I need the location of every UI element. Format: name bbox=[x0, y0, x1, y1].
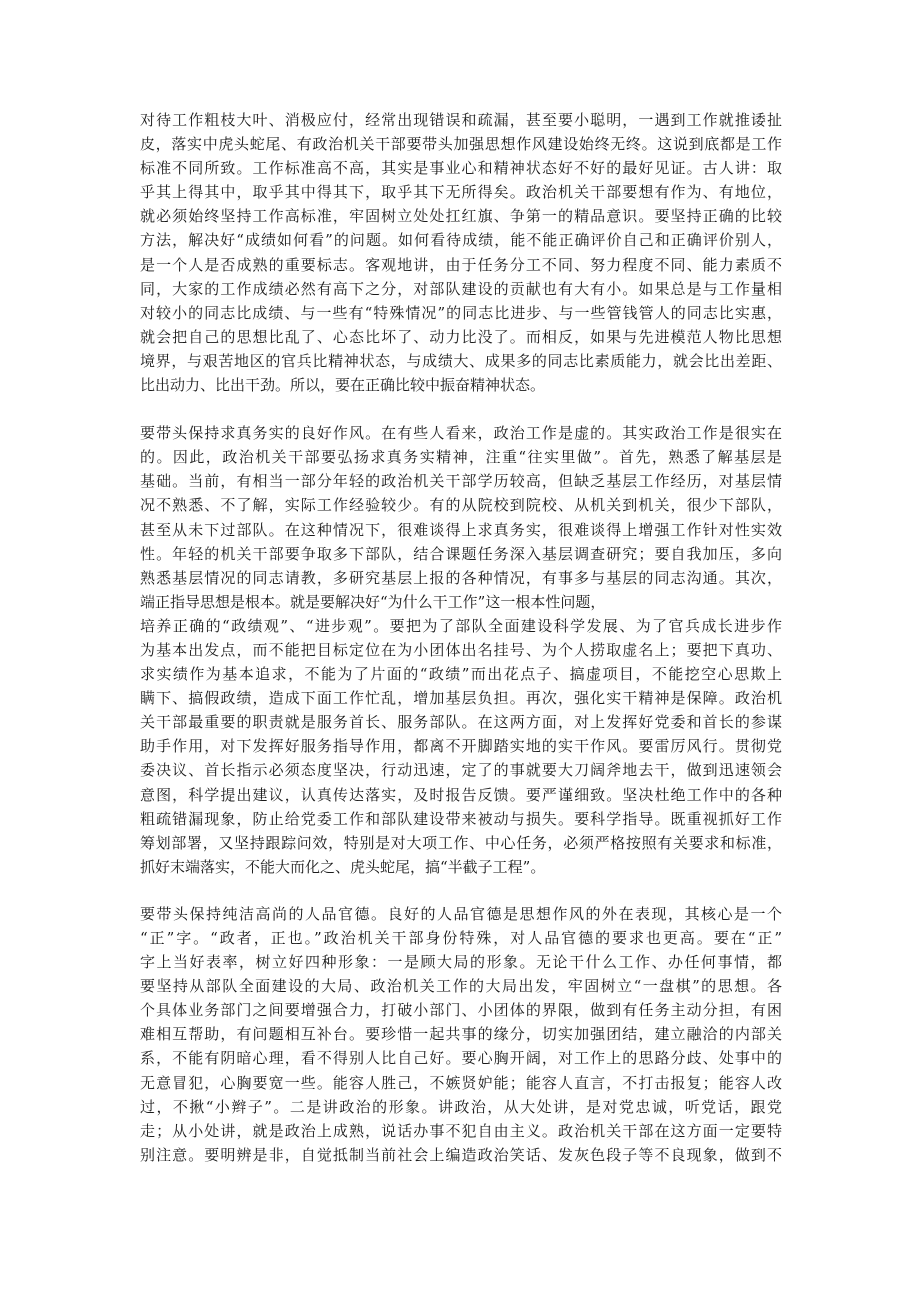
text-line: 委决议、首长指示必须态度坚决，行动迅速，定了的事就要大刀阔斧地去干，做到迅速领会 bbox=[140, 761, 782, 780]
text-line: 字上当好表率，树立好四种形象：一是顾大局的形象。无论干什么工作、办任何事情，都 bbox=[140, 953, 782, 972]
text-line: 乎其上得其中，取乎其中得其下，取乎其下无所得矣。政治机关干部要想有作为、有地位， bbox=[140, 183, 782, 202]
text-line: 就必须始终坚持工作高标准，牢固树立处处扛红旗、争第一的精品意识。要坚持正确的比较 bbox=[140, 207, 782, 226]
text-line: 标准不同所致。工作标准高不高，其实是事业心和精神状态好不好的最好见证。古人讲：取 bbox=[140, 159, 782, 178]
text-line: 比出动力、比出干劲。所以，要在正确比较中振奋精神状态。 bbox=[140, 376, 546, 395]
text-line: 是一个人是否成熟的重要标志。客观地讲，由于任务分工不同、努力程度不同、能力素质不 bbox=[140, 255, 782, 274]
text-line: 要坚持从部队全面建设的大局、政治机关工作的大局出发，牢固树立“一盘棋”的思想。各 bbox=[140, 977, 782, 996]
text-line: 无意冒犯，心胸要宽一些。能容人胜己，不嫉贤妒能；能容人直言，不打击报复；能容人改 bbox=[140, 1073, 782, 1092]
text-line: “正”字。“政者，正也。”政治机关干部身份特殊，对人品官德的要求也更高。要在“正” bbox=[140, 929, 782, 947]
text-line: 熟悉基层情况的同志请教，多研究基层上报的各种情况，有事多与基层的同志沟通。其次， bbox=[140, 568, 782, 587]
text-line: 筹划部署，又坚持跟踪问效，特别是对大项工作、中心任务，必须严格按照有关要求和标准， bbox=[140, 833, 782, 852]
text-line: 的。因此，政治机关干部要弘扬求真务实精神，注重“往实里做”。首先，熟悉了解基层是 bbox=[140, 448, 782, 467]
text-line: 走；从小处讲，就是政治上成熟，说话办事不犯自由主义。政治机关干部在这方面一定要特 bbox=[140, 1121, 782, 1140]
text-line: 关干部最重要的职责就是服务首长、服务部队。在这两方面，对上发挥好党委和首长的参谋 bbox=[140, 713, 782, 732]
text-line: 端正指导思想是根本。就是要解决好“为什么干工作”这一根本性问题， bbox=[140, 592, 606, 611]
text-line: 皮，落实中虎头蛇尾、有政治机关干部要带头加强思想作风建设始终无终。这说到底都是工作 bbox=[140, 135, 782, 154]
text-line: 要带头保持求真务实的良好作风。在有些人看来，政治工作是虚的。其实政治工作是很实在 bbox=[140, 424, 782, 443]
text-line: 粗疏错漏现象，防止给党委工作和部队建设带来被动与损失。要科学指导。既重视抓好工作 bbox=[140, 809, 782, 828]
text-line: 瞒下、搞假政绩，造成下面工作忙乱，增加基层负担。再次，强化实干精神是保障。政治机 bbox=[140, 689, 782, 708]
text-line: 为基本出发点，而不能把目标定位在为小团体出名挂号、为个人捞取虚名上；要把下真功、 bbox=[140, 640, 782, 659]
paragraph-work-standards bbox=[140, 108, 782, 397]
text-line: 培养正确的“政绩观”、“进步观”。要把为了部队全面建设科学发展、为了官兵成长进步作 bbox=[140, 616, 782, 635]
text-line: 性。年轻的机关干部要争取多下部队，结合课题任务深入基层调查研究；要自我加压，多向 bbox=[140, 544, 782, 563]
text-line: 甚至从未下过部队。在这种情况下，很难谈得上求真务实，很难谈得上增强工作针对性实效 bbox=[140, 520, 782, 539]
text-line: 个具体业务部门之间要增强合力，打破小部门、小团体的界限，做到有任务主动分担，有困 bbox=[140, 1001, 782, 1020]
text-line: 方法，解决好“成绩如何看”的问题。如何看待成绩，能不能正确评价自己和正确评价别人， bbox=[140, 231, 782, 250]
text-line: 助手作用，对下发挥好服务指导作用，都离不开脚踏实地的实干作风。要雷厉风行。贯彻党 bbox=[140, 737, 782, 756]
text-line: 难相互帮助，有问题相互补台。要珍惜一起共事的缘分，切实加强团结，建立融洽的内部关 bbox=[140, 1025, 782, 1044]
text-line: 基础。当前，有相当一部分年轻的政治机关干部学历较高，但缺乏基层工作经历，对基层情 bbox=[140, 472, 782, 491]
document-page bbox=[140, 108, 782, 1167]
paragraph-moral-character bbox=[140, 902, 782, 1167]
text-line: 求实绩作为基本追求，不能为了片面的“政绩”而出花点子、搞虚项目，不能挖空心思欺上 bbox=[140, 665, 782, 684]
text-line: 同，大家的工作成绩必然有高下之分，对部队建设的贡献也有大有小。如果总是与工作量相 bbox=[140, 279, 782, 298]
text-line: 要带头保持纯洁高尚的人品官德。良好的人品官德是思想作风的外在表现，其核心是一个 bbox=[140, 904, 782, 923]
text-line: 别注意。要明辨是非，自觉抵制当前社会上编造政治笑话、发灰色段子等不良现象，做到不 bbox=[140, 1145, 782, 1164]
text-line: 对待工作粗枝大叶、消极应付，经常出现错误和疏漏，甚至要小聪明，一遇到工作就推诿扯 bbox=[140, 111, 782, 129]
text-line: 对较小的同志比成绩、与一些有“特殊情况”的同志比进步、与一些管钱管人的同志比实惠， bbox=[140, 303, 782, 322]
text-line: 系，不能有阴暗心理，看不得别人比自己好。要心胸开阔，对工作上的思路分歧、处事中的 bbox=[140, 1049, 782, 1068]
text-line: 就会把自己的思想比乱了、心态比坏了、动力比没了。而相反，如果与先进模范人物比思想 bbox=[140, 327, 782, 346]
text-line: 意图，科学提出建议，认真传达落实，及时报告反馈。要严谨细致。坚决杜绝工作中的各种 bbox=[140, 785, 782, 804]
paragraph-pragmatic-style bbox=[140, 421, 782, 879]
text-line: 况不熟悉、不了解，实际工作经验较少。有的从院校到院校、从机关到机关，很少下部队， bbox=[140, 496, 782, 515]
text-line: 抓好末端落实，不能大而化之、虎头蛇尾，搞“半截子工程”。 bbox=[140, 857, 546, 876]
text-line: 境界，与艰苦地区的官兵比精神状态，与成绩大、成果多的同志比素质能力，就会比出差距、 bbox=[140, 351, 782, 370]
text-line: 过，不揪“小辫子”。二是讲政治的形象。讲政治，从大处讲，是对党忠诚，听党话，跟党 bbox=[140, 1097, 782, 1116]
